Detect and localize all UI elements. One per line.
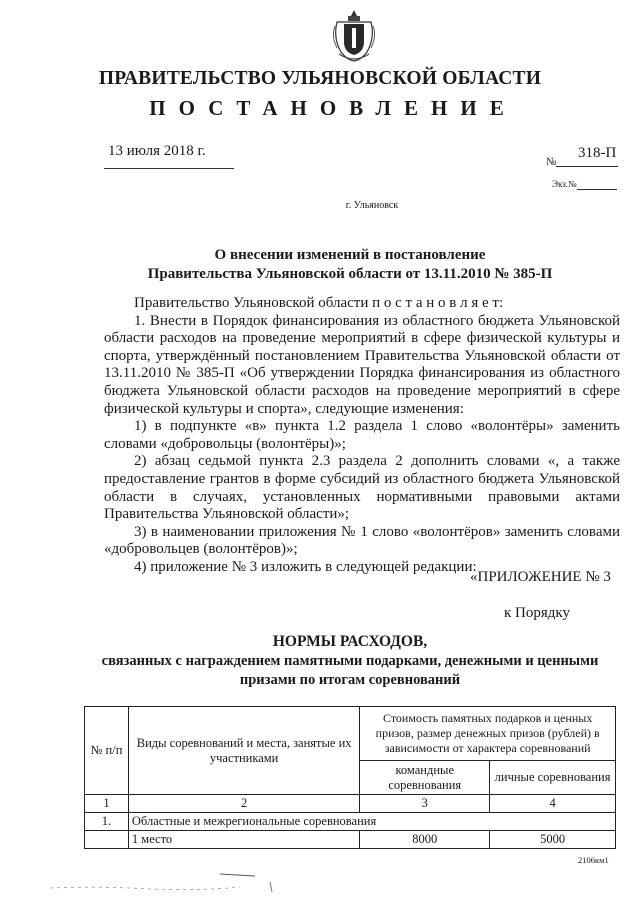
- item-1: 1. Внести в Порядок финансирования из областного бюджета Ульяновской области расходов на проведение мероприятий в сфере физической культуры и спорта, утверждённый постановлением Правительства Ульяновской области от 13.11.2010 № 385-П «Об утверждении Порядка финансирования из областного бюджета Ульяновской области расходов на проведение мероприятий в сфере физической культуры и спорта», следующие изменения:: [104, 312, 620, 417]
- coat-of-arms-emblem: [331, 8, 377, 62]
- table-row: 1 место 8000 5000: [85, 831, 616, 849]
- document-type: ПОСТАНОВЛЕНИЕ: [149, 96, 517, 120]
- index-row: 1 2 3 4: [85, 795, 616, 813]
- norms-subtitle: связанных с награждением памятными подарками, денежными и ценными призами по итогам соревнований: [101, 653, 599, 688]
- decree-body: [104, 295, 620, 577]
- footer-code: 2106км1: [578, 855, 609, 865]
- subitem-3: 3) в наименовании приложения № 1 слово «волонтёров» заменить словами «добровольцев (волонтёров)»;: [104, 523, 620, 558]
- appendix-reference: к Порядку: [504, 605, 570, 621]
- number-label: №: [546, 156, 557, 168]
- preamble: Правительство Ульяновской области п о с т а н о в л я е т:: [134, 295, 504, 311]
- header-personal-cell: личные соревнования: [490, 761, 616, 795]
- subitem-4: 4) приложение № 3 изложить в следующей редакции:: [134, 558, 477, 575]
- date-underline: [104, 168, 234, 169]
- subitem-2: 2) абзац седьмой пункта 2.3 раздела 2 дополнить словами «, а также предоставление грантов в форме субсидий из областного бюджета Ульяновской области в случаях, установленных нормативными правовыми актами Правительства Ульяновской области»;: [104, 453, 620, 523]
- preamble-spaced-verb: п о с т а н о в л я е т: [372, 295, 499, 311]
- number-underline: [556, 166, 618, 167]
- subject-line-2: Правительства Ульяновской области от 13.11.2010 № 385-П: [147, 266, 553, 282]
- header-number-cell: № п/п: [85, 707, 129, 795]
- decree-subject: [0, 246, 640, 284]
- copy-number-underline: [577, 189, 617, 190]
- decree-number: 318-П: [578, 145, 617, 161]
- subject-line-1: О внесении изменений в постановление: [214, 247, 486, 263]
- section-row: 1. Областные и межрегиональные соревнования: [85, 813, 616, 831]
- header-cost-cell: Стоимость памятных подарков и ценных призов, размер денежных призов (рублей) в зависимости от характера соревнований: [360, 707, 616, 761]
- subitem-1: 1) в подпункте «в» пункта 1.2 раздела 1 слово «волонтёры» заменить словами «добровольцы (волонтёры)»;: [104, 418, 620, 452]
- header-types-cell: Виды соревнований и места, занятые их участниками: [128, 707, 359, 795]
- norms-table: [84, 706, 616, 849]
- norms-title: НОРМЫ РАСХОДОВ,: [272, 633, 428, 650]
- scan-marks: [40, 872, 300, 894]
- copy-number-label: Экз.№: [552, 179, 577, 189]
- appendix-label: «ПРИЛОЖЕНИЕ № 3: [470, 569, 611, 585]
- government-title: ПРАВИТЕЛЬСТВО УЛЬЯНОВСКОЙ ОБЛАСТИ: [98, 68, 542, 89]
- header-team-cell: командные соревнования: [360, 761, 490, 795]
- decree-date: 13 июля 2018 г.: [108, 143, 206, 159]
- city-name: г. Ульяновск: [345, 200, 399, 211]
